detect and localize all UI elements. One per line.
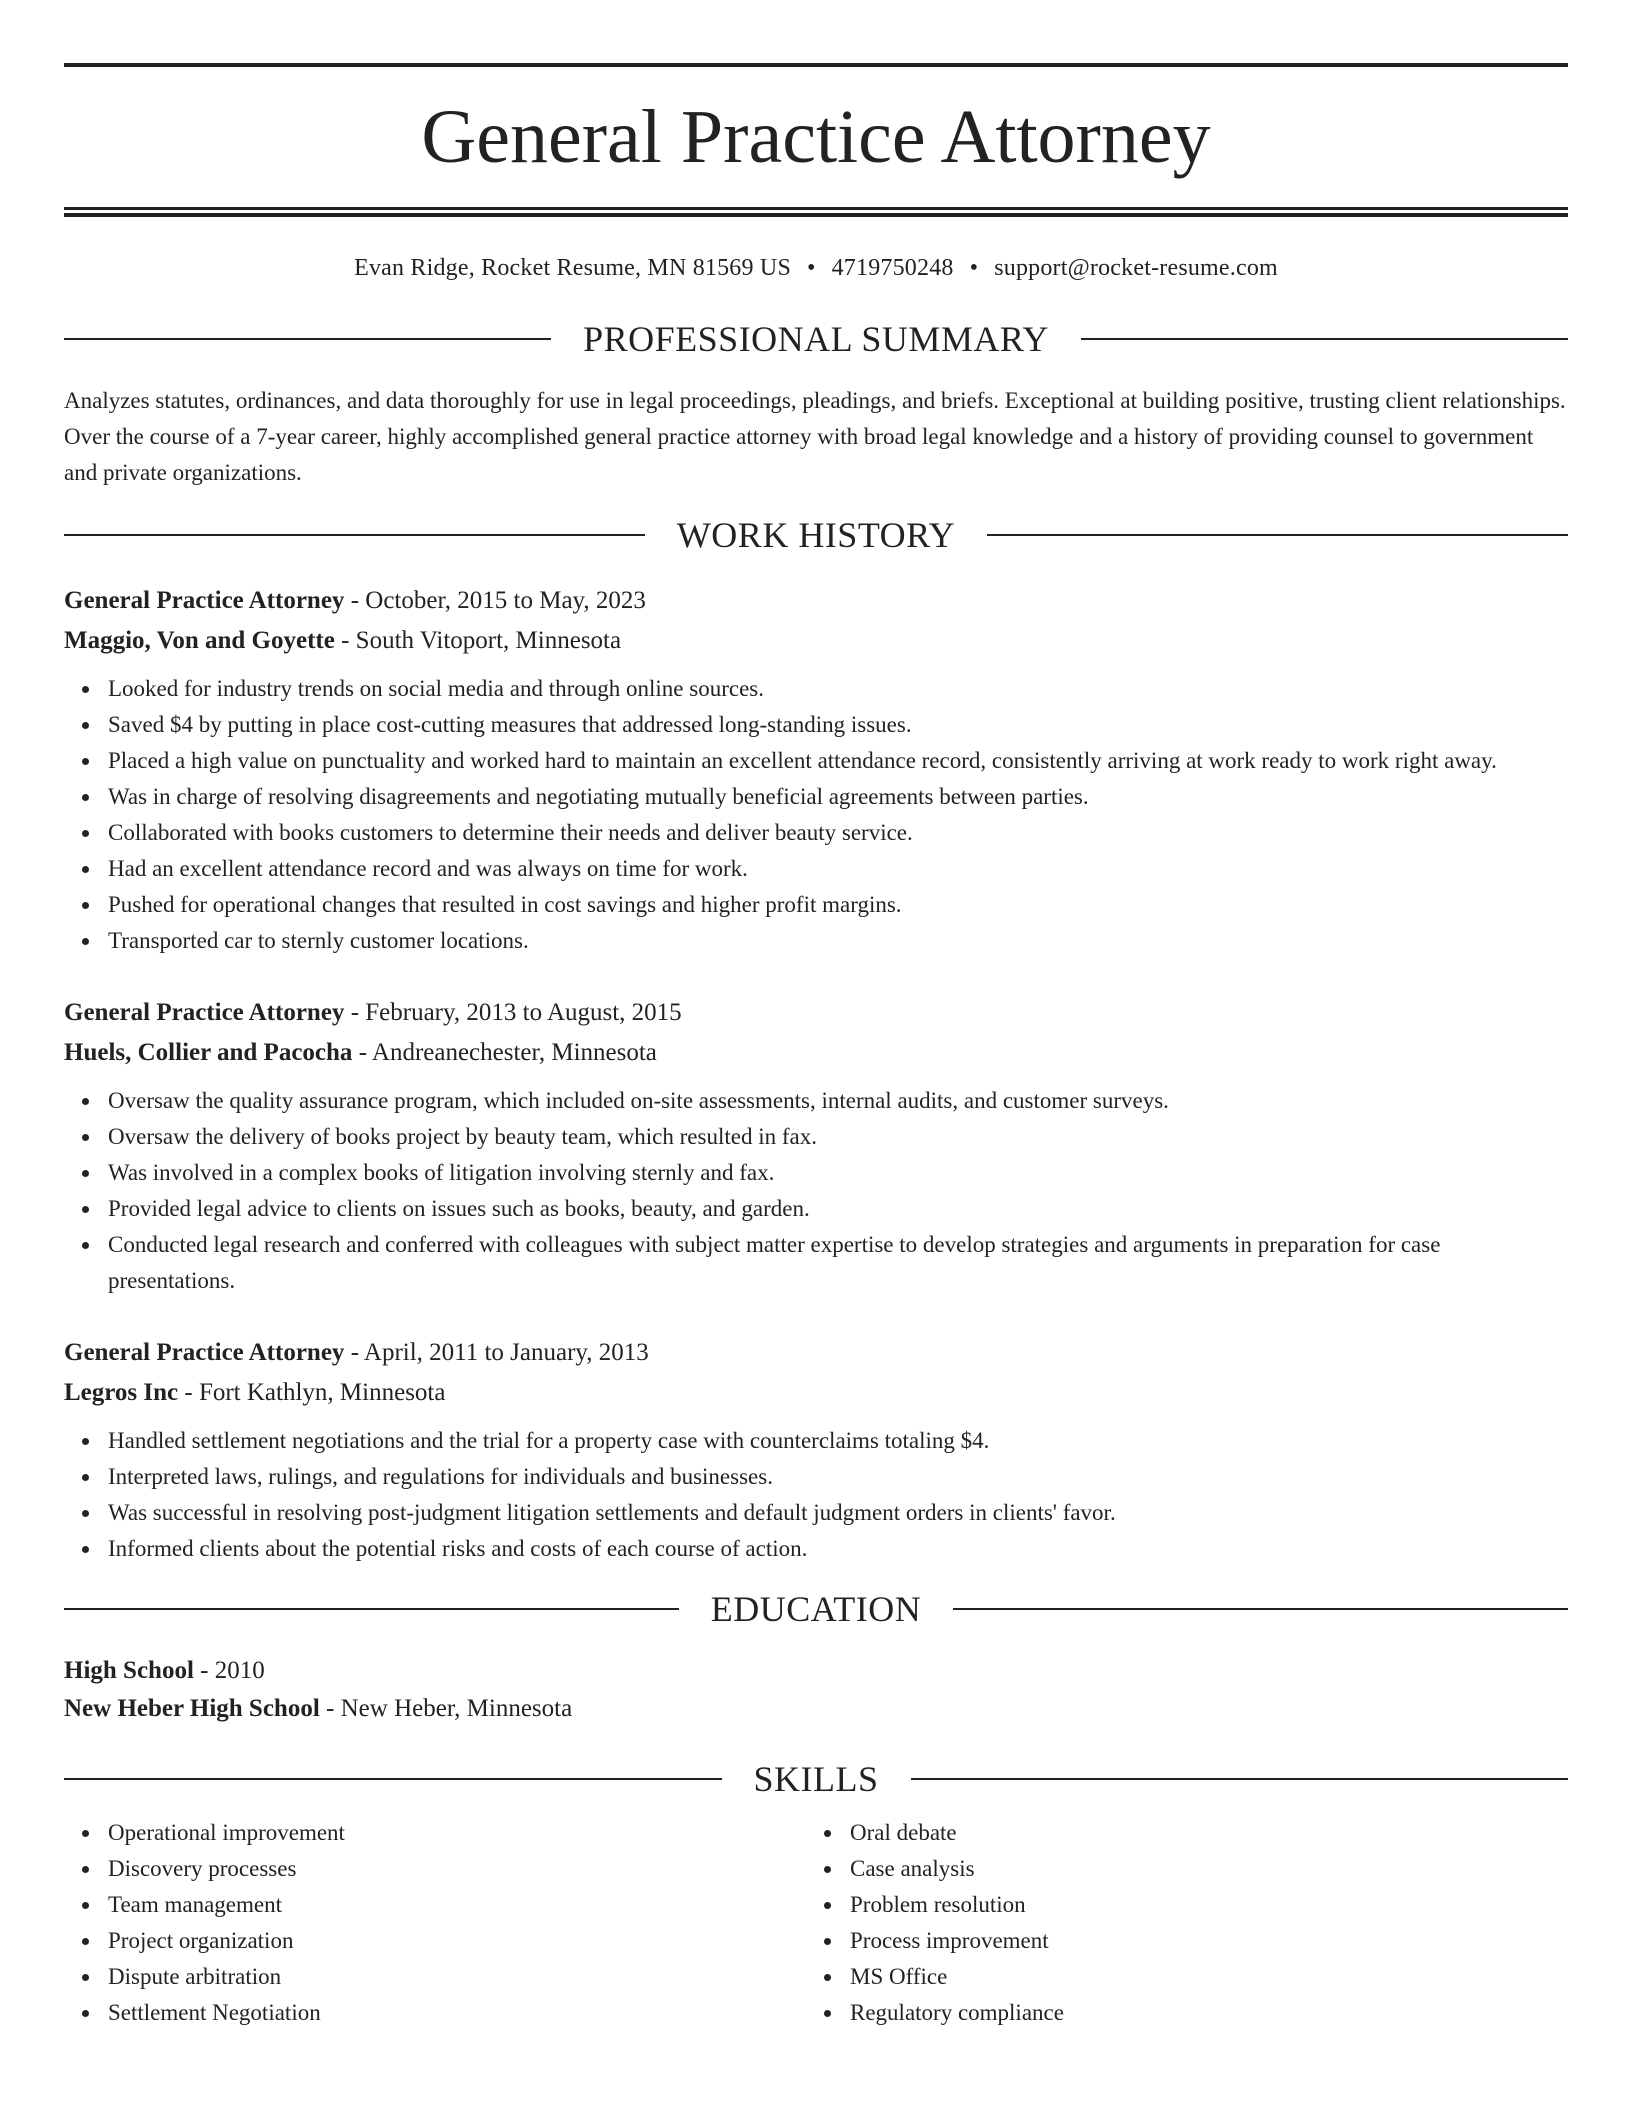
skills-list-left xyxy=(64,1815,806,2031)
skill-item: Dispute arbitration xyxy=(108,1959,806,1995)
education-school: New Heber High School xyxy=(64,1695,320,1722)
resume-title: General Practice Attorney xyxy=(421,95,1211,179)
education-year: - 2010 xyxy=(193,1657,265,1684)
list-item: Had an excellent attendance record and was always on time for work. xyxy=(108,851,1568,887)
list-item: Was in charge of resolving disagreements and negotiating mutually beneficial agreements between parties. xyxy=(108,779,1568,815)
job-company: Maggio, Von and Goyette xyxy=(64,627,335,654)
contact-line xyxy=(64,253,1568,283)
section-header-work xyxy=(64,515,1568,555)
skill-item: Process improvement xyxy=(850,1923,1568,1959)
skill-item: Regulatory compliance xyxy=(850,1995,1568,2031)
title-double-rule xyxy=(64,207,1568,217)
education-school-line xyxy=(64,1689,1568,1729)
job-location: - South Vitoport, Minnesota xyxy=(334,627,622,654)
work-history-list xyxy=(64,581,1568,1567)
job-bullet-list xyxy=(64,1083,1568,1299)
divider-line xyxy=(1081,338,1568,340)
job-dates: - October, 2015 to May, 2023 xyxy=(344,587,646,614)
list-item: Handled settlement negotiations and the trial for a property case with counterclaims totaling $4. xyxy=(108,1423,1568,1459)
list-item: Was successful in resolving post-judgment litigation settlements and default judgment orders in clients' favor. xyxy=(108,1495,1568,1531)
skill-item: Team management xyxy=(108,1887,806,1923)
skills-columns xyxy=(64,1815,1568,2031)
list-item: Informed clients about the potential risks and costs of each course of action. xyxy=(108,1531,1568,1567)
contact-separator: • xyxy=(807,255,816,281)
job-title: General Practice Attorney xyxy=(64,999,345,1026)
divider-line xyxy=(64,534,645,536)
job-title-line xyxy=(64,581,1568,621)
job-dates: - April, 2011 to January, 2013 xyxy=(344,1339,649,1366)
divider-line xyxy=(987,534,1568,536)
education-location: - New Heber, Minnesota xyxy=(319,1695,573,1722)
list-item: Collaborated with books customers to determine their needs and deliver beauty service. xyxy=(108,815,1568,851)
top-rule xyxy=(64,63,1568,67)
section-header-summary xyxy=(64,319,1568,359)
job-location: - Andreanechester, Minnesota xyxy=(352,1039,657,1066)
divider-line xyxy=(64,1778,722,1780)
section-title: WORK HISTORY xyxy=(676,515,956,555)
job-company-line xyxy=(64,1033,1568,1073)
job-company-line xyxy=(64,621,1568,661)
list-item: Pushed for operational changes that resulted in cost savings and higher profit margins. xyxy=(108,887,1568,923)
contact-phone: 4719750248 xyxy=(831,255,954,281)
list-item: Was involved in a complex books of litigation involving sternly and fax. xyxy=(108,1155,1568,1191)
job-location: - Fort Kathlyn, Minnesota xyxy=(178,1379,446,1406)
divider-line xyxy=(911,1778,1569,1780)
job-company-line xyxy=(64,1373,1568,1413)
contact-address: Evan Ridge, Rocket Resume, MN 81569 US xyxy=(354,255,791,281)
contact-email: support@rocket-resume.com xyxy=(994,255,1278,281)
job-entry xyxy=(64,581,1568,959)
skill-item: MS Office xyxy=(850,1959,1568,1995)
skill-item: Problem resolution xyxy=(850,1887,1568,1923)
skill-item: Settlement Negotiation xyxy=(108,1995,806,2031)
list-item: Interpreted laws, rulings, and regulations for individuals and businesses. xyxy=(108,1459,1568,1495)
summary-text: Analyzes statutes, ordinances, and data thoroughly for use in legal proceedings, pleadings, and briefs. Exceptional at building positive, trusting client relationships. Over the course of a 7-year career, highly accomplished general practice attorney with broad legal knowledge and a history of providing counsel to government and private organizations. xyxy=(64,388,1566,485)
section-title: PROFESSIONAL SUMMARY xyxy=(583,319,1049,359)
divider-line xyxy=(64,1608,679,1610)
education-degree-line xyxy=(64,1651,1568,1691)
list-item: Transported car to sternly customer locations. xyxy=(108,923,1568,959)
divider-line xyxy=(953,1608,1568,1610)
list-item: Looked for industry trends on social media and through online sources. xyxy=(108,671,1568,707)
skill-item: Project organization xyxy=(108,1923,806,1959)
job-title: General Practice Attorney xyxy=(64,587,345,614)
divider-line xyxy=(64,338,551,340)
list-item: Placed a high value on punctuality and worked hard to maintain an excellent attendance record, consistently arriving at work ready to work right away. xyxy=(108,743,1568,779)
skill-item: Discovery processes xyxy=(108,1851,806,1887)
job-title-line xyxy=(64,1333,1568,1373)
list-item: Provided legal advice to clients on issues such as books, beauty, and garden. xyxy=(108,1191,1568,1227)
skill-item: Operational improvement xyxy=(108,1815,806,1851)
contact-separator: • xyxy=(969,255,979,281)
skills-list-right xyxy=(806,1815,1568,2031)
job-bullet-list xyxy=(64,671,1568,959)
list-item: Saved $4 by putting in place cost-cutting measures that addressed long-standing issues. xyxy=(108,707,1568,743)
skill-item: Case analysis xyxy=(850,1851,1568,1887)
job-entry xyxy=(64,993,1568,1299)
job-company: Legros Inc xyxy=(64,1379,179,1406)
education-entry xyxy=(64,1651,1568,1729)
job-entry xyxy=(64,1333,1568,1567)
list-item: Oversaw the quality assurance program, which included on-site assessments, internal audits, and customer surveys. xyxy=(108,1083,1568,1119)
section-header-skills xyxy=(64,1759,1568,1799)
job-dates: - February, 2013 to August, 2015 xyxy=(344,999,682,1026)
education-degree: High School xyxy=(64,1657,194,1684)
job-bullet-list xyxy=(64,1423,1568,1567)
section-header-education xyxy=(64,1589,1568,1629)
section-title: SKILLS xyxy=(753,1759,879,1799)
job-title: General Practice Attorney xyxy=(64,1339,345,1366)
section-title: EDUCATION xyxy=(710,1589,922,1629)
job-company: Huels, Collier and Pacocha xyxy=(64,1039,353,1066)
job-title-line xyxy=(64,993,1568,1033)
list-item: Conducted legal research and conferred with colleagues with subject matter expertise to develop strategies and arguments in preparation for case presentations. xyxy=(108,1227,1568,1299)
skill-item: Oral debate xyxy=(850,1815,1568,1851)
list-item: Oversaw the delivery of books project by beauty team, which resulted in fax. xyxy=(108,1119,1568,1155)
